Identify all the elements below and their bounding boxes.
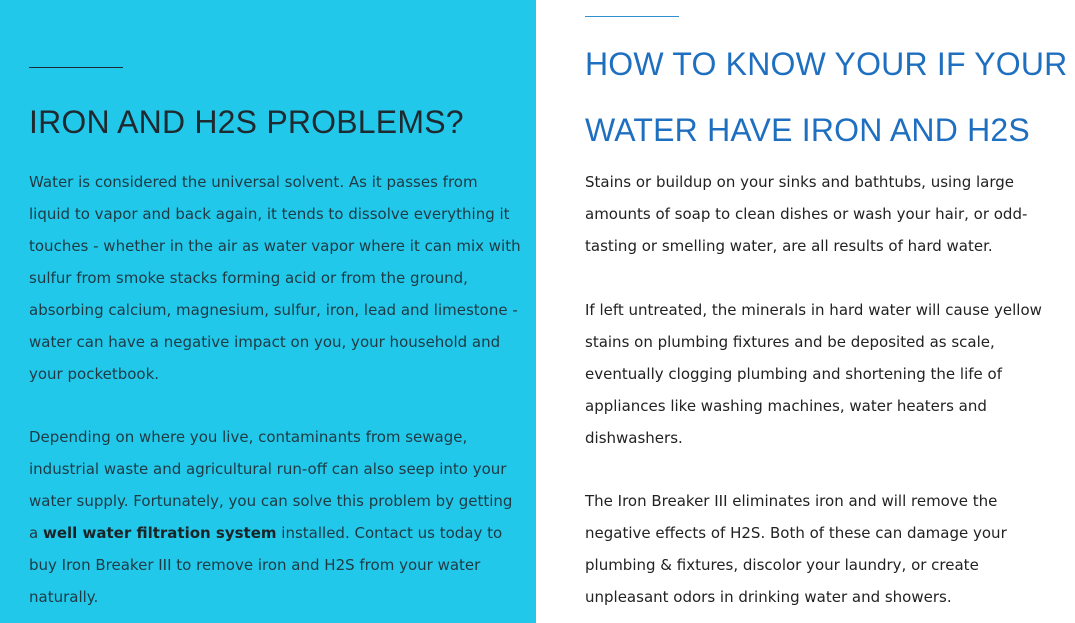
- iron-h2s-problems-section: [0, 0, 536, 623]
- paragraph-text: Depending on where you live, contaminants from sewage, industrial waste and agricultural run-off can also seep into your water supply. Fortunately, you can solve this problem by getting a: [29, 428, 513, 542]
- section-heading: IRON AND H2S PROBLEMS?: [29, 104, 464, 140]
- section-paragraph-2: If left untreated, the minerals in hard water will cause yellow stains on plumbing fixtures and be deposited as scale, eventually clogging plumbing and shortening the life of appliances like washing machines, water heaters and dishwashers.: [585, 301, 1042, 447]
- section-heading: HOW TO KNOW YOUR IF YOUR WATER HAVE IRON AND H2S: [585, 46, 1068, 148]
- section-paragraph-3: The Iron Breaker III eliminates iron and will remove the negative effects of H2S. Both of these can damage your plumbing & fixtures, discolor your laundry, or create unpleasant odors in drinking water and showers.: [585, 492, 1007, 606]
- section-paragraph-2: [29, 421, 521, 613]
- section-divider: [585, 16, 679, 17]
- paragraph-text: installed. Contact us today to buy Iron Breaker III to remove iron and H2S from your water naturally.: [29, 524, 503, 606]
- section-paragraph-1: Water is considered the universal solvent. As it passes from liquid to vapor and back again, it tends to dissolve everything it touches - whether in the air as water vapor where it can mix with sulfur from smoke stacks forming acid or from the ground, absorbing calcium, magnesium, sulfur, iron, lead and limestone - water can have a negative impact on you, your household and your pocketbook.: [29, 173, 521, 383]
- section-paragraph-1: Stains or buildup on your sinks and bathtubs, using large amounts of soap to clean dishes or wash your hair, or odd-tasting or smelling water, are all results of hard water.: [585, 173, 1028, 255]
- how-to-know-section: [536, 0, 1075, 623]
- section-divider: [29, 67, 123, 68]
- filtration-system-emphasis: well water filtration system: [42, 524, 277, 542]
